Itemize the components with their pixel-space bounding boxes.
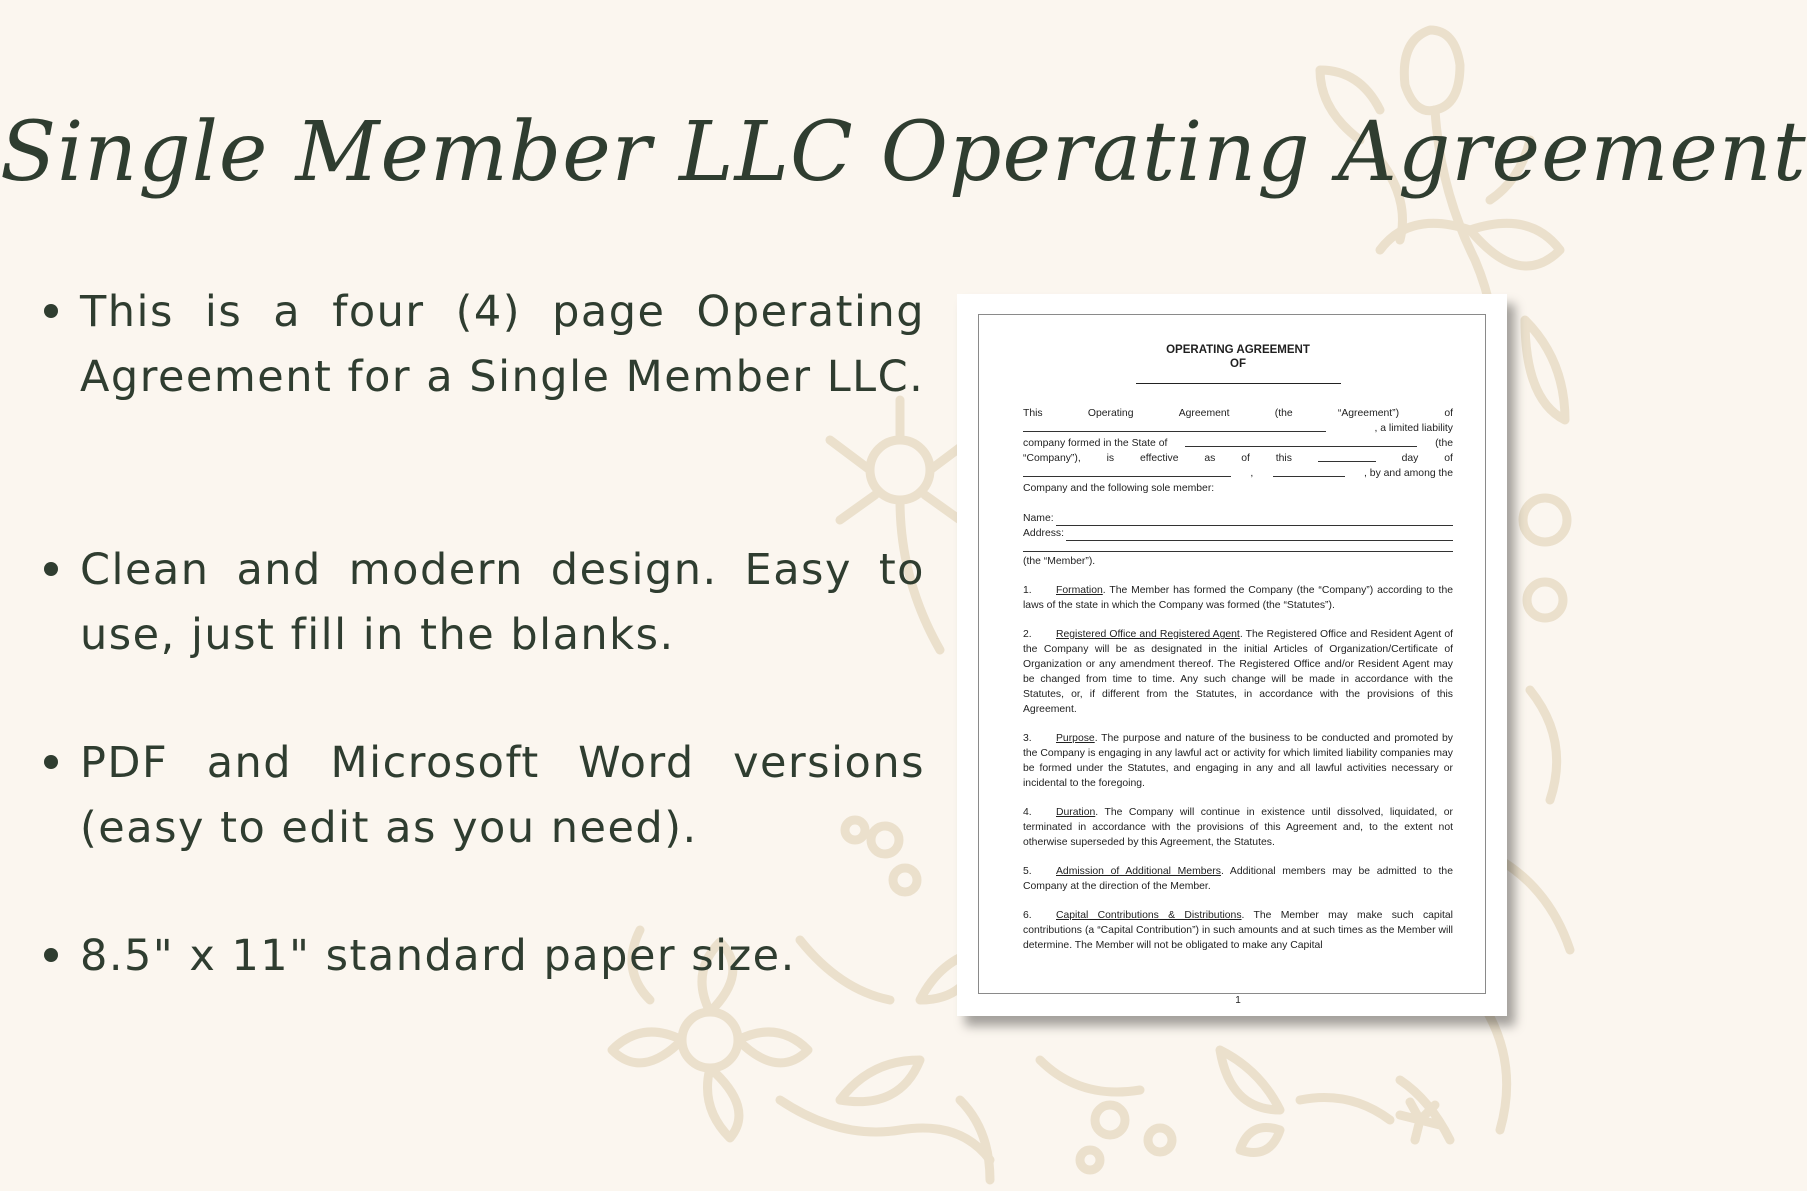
intro-word: this: [1275, 453, 1292, 464]
intro-word: (the: [1274, 408, 1293, 419]
section-heading: Duration: [1056, 807, 1096, 818]
section-formation: [1023, 583, 1453, 613]
section-capital-contributions: [1023, 908, 1453, 953]
section-additional-members: [1023, 864, 1453, 894]
section-heading: Capital Contributions & Distributions: [1056, 910, 1242, 921]
section-number: 1.: [1023, 585, 1032, 596]
name-field: [1023, 511, 1453, 526]
intro-text: ,: [1250, 468, 1254, 479]
intro-line-6: Company and the following sole member:: [1023, 483, 1215, 494]
intro-word: as: [1204, 453, 1216, 464]
intro-text: , by and among the: [1364, 468, 1453, 479]
page-number: 1: [1235, 995, 1241, 1006]
intro-text: (the: [1435, 438, 1453, 449]
intro-line-2: [1023, 421, 1453, 436]
feature-text: 8.5" x 11" standard paper size.: [80, 931, 796, 981]
document-page-border: [978, 314, 1486, 1006]
company-name-blank: [1136, 383, 1341, 384]
document-preview: [957, 294, 1507, 1016]
feature-item: [44, 538, 929, 668]
section-number: 3.: [1023, 733, 1032, 744]
bullet-dot-icon: [44, 755, 58, 769]
intro-word: “Agreement”): [1337, 408, 1400, 419]
intro-line-5: [1023, 466, 1453, 481]
blank-line: [1066, 530, 1453, 541]
intro-text: , a limited liability: [1374, 423, 1453, 434]
name-label: Name:: [1023, 513, 1054, 524]
section-purpose: [1023, 731, 1453, 791]
blank-line: [1318, 451, 1376, 462]
section-number: 5.: [1023, 866, 1032, 877]
address-field-extra: [1023, 541, 1453, 552]
section-heading: Formation: [1056, 585, 1103, 596]
intro-line-4: [1023, 451, 1453, 466]
address-field: [1023, 526, 1453, 541]
section-heading: Admission of Additional Members: [1056, 866, 1221, 877]
feature-item: [44, 280, 929, 410]
intro-word: “Company”),: [1023, 453, 1081, 464]
intro-word: of: [1444, 408, 1453, 419]
intro-word: This: [1023, 408, 1043, 419]
intro-word: day: [1401, 453, 1419, 464]
feature-text: Clean and modern design. Easy to use, just fill in the blanks.: [80, 545, 925, 660]
intro-word: of: [1241, 453, 1250, 464]
blank-line: [1023, 421, 1326, 432]
document-title-line1: OPERATING AGREEMENT: [1166, 344, 1310, 356]
document-title: [1023, 343, 1453, 371]
section-text: . Additional members may be admitted to the Company at the direction of the Member.: [1023, 866, 1453, 892]
intro-line-3: [1023, 436, 1453, 451]
section-heading: Purpose: [1056, 733, 1095, 744]
section-heading: Registered Office and Registered Agent: [1056, 629, 1240, 640]
intro-word: Operating: [1087, 408, 1134, 419]
document-content: [1023, 343, 1453, 1006]
intro-line-1: [1023, 406, 1453, 421]
address-label: Address:: [1023, 528, 1065, 539]
intro-text: company formed in the State of: [1023, 438, 1168, 449]
page-title: Single Member LLC Operating Agreement: [0, 105, 1807, 200]
member-label: (the “Member”).: [1023, 556, 1096, 567]
section-registered-office: [1023, 627, 1453, 717]
blank-line: [1273, 466, 1345, 477]
section-number: 6.: [1023, 910, 1032, 921]
section-text: . The Member has formed the Company (the “Company”) according to the laws of the state in which the Company was formed (the “Statutes”).: [1023, 585, 1453, 611]
intro-word: Agreement: [1178, 408, 1230, 419]
feature-text: PDF and Microsoft Word versions (easy to edit as you need).: [80, 738, 925, 853]
section-number: 4.: [1023, 807, 1032, 818]
feature-item: [44, 924, 929, 989]
blank-line: [1023, 466, 1231, 477]
blank-line: [1185, 436, 1417, 447]
blank-line: [1056, 515, 1453, 526]
bullet-dot-icon: [44, 304, 58, 318]
intro-word: of: [1444, 453, 1453, 464]
section-text: . The Registered Office and Resident Agent of the Company will be as designated in the initial Articles of Organization/Certificate of Organization or any amendment thereof. The Registered Office and/or Resident Agent may be changed from time to time. Any such change will be made in accordance with the Statutes, or, if different from the Statutes, in accordance with the provisions of this Agreement.: [1023, 629, 1453, 715]
section-duration: [1023, 805, 1453, 850]
intro-word: is: [1106, 453, 1115, 464]
feature-text: This is a four (4) page Operating Agreement for a Single Member LLC.: [80, 287, 925, 402]
section-number: 2.: [1023, 629, 1032, 640]
blank-line: [1023, 541, 1453, 552]
feature-item: [44, 731, 929, 861]
bullet-dot-icon: [44, 948, 58, 962]
section-text: . The Member may make such capital contributions (a “Capital Contribution”) in such amounts and at such times as the Member will determine. The Member will not be obligated to make any Capital: [1023, 910, 1453, 951]
document-title-line2: OF: [1230, 358, 1246, 370]
intro-word: effective: [1139, 453, 1179, 464]
section-text: . The Company will continue in existence until dissolved, liquidated, or terminated in accordance with the provisions of this Agreement and, to the extent not otherwise superseded by this Agreement, the Statutes.: [1023, 807, 1453, 848]
section-text: . The purpose and nature of the business to be conducted and promoted by the Company is engaging in any lawful act or activity for which limited liability companies may be formed under the Statutes, and engaging in any and all lawful activities necessary or incidental to the foregoing.: [1023, 733, 1453, 789]
bullet-dot-icon: [44, 562, 58, 576]
